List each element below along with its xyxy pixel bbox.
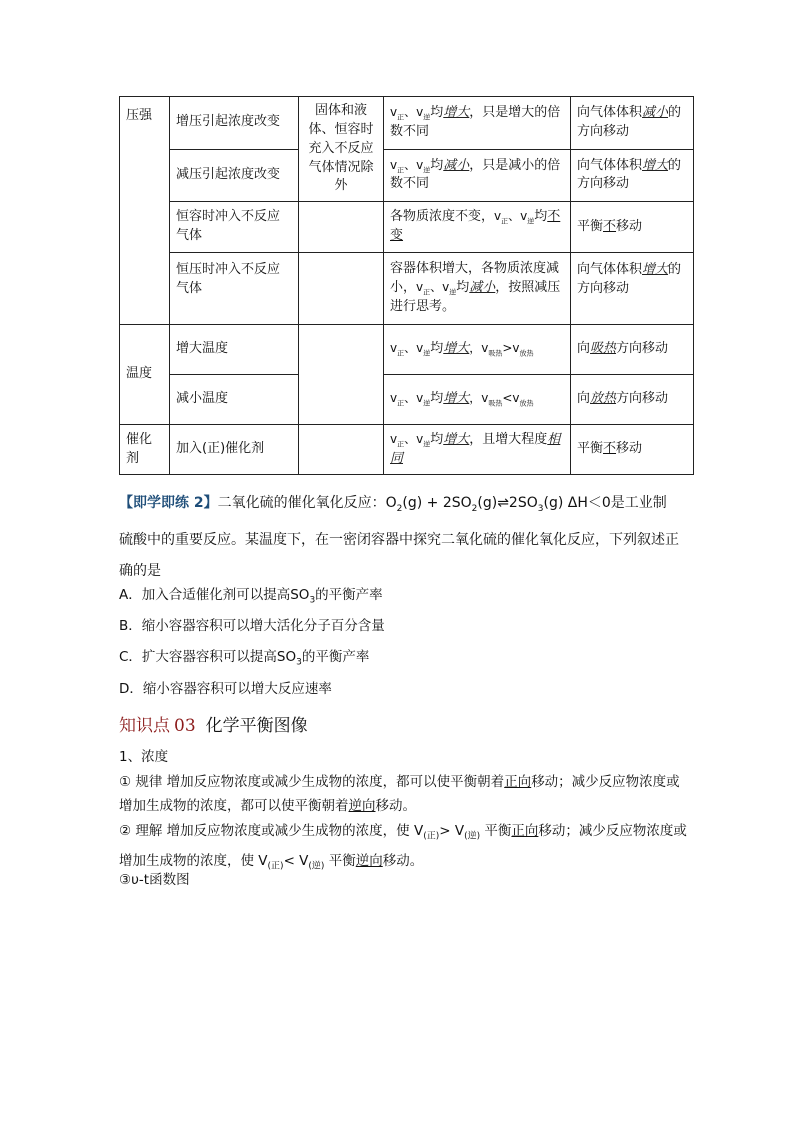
table-row bbox=[120, 325, 694, 375]
table-row bbox=[120, 97, 694, 150]
pressure-category: 压强 bbox=[120, 97, 170, 325]
option-c[interactable]: C．扩大容器容积可以提高$SO_3$的平衡产率 bbox=[119, 649, 370, 668]
condition-cell: 减小温度 bbox=[170, 375, 299, 425]
exercise-tag: 【即学即练 2】 bbox=[119, 495, 218, 511]
result-cell: 向吸热方向移动 bbox=[571, 325, 694, 375]
condition-cell: 加入(正)催化剂 bbox=[170, 425, 299, 475]
result-cell: 向气体体积增大的方向移动 bbox=[571, 253, 694, 325]
result-cell: 平衡不移动 bbox=[571, 425, 694, 475]
table-row bbox=[120, 253, 694, 325]
empty-cell bbox=[299, 202, 384, 253]
table-row bbox=[120, 202, 694, 253]
condition-cell: 增大温度 bbox=[170, 325, 299, 375]
rate-cell: $v_正$、$v_逆$均增大，$v_{吸热}<v_{放热}$ bbox=[384, 375, 571, 425]
condition-cell: 恒压时冲入不反应气体 bbox=[170, 253, 299, 325]
section-heading: 1、浓度 bbox=[119, 749, 169, 765]
temperature-category: 温度 bbox=[120, 325, 170, 425]
rate-cell: $v_正$、$v_逆$均增大，且增大程度相同 bbox=[384, 425, 571, 475]
rate-cell: 容器体积增大，各物质浓度减小，$v_正$、$v_逆$均减小，按照减压进行思考。 bbox=[384, 253, 571, 325]
empty-cell bbox=[299, 253, 384, 325]
knowledge-point-heading: 知识点 03 化学平衡图像 bbox=[119, 716, 308, 736]
catalyst-category: 催化剂 bbox=[120, 425, 170, 475]
empty-cell bbox=[299, 325, 384, 425]
exercise-stem: 【即学即练 2】二氧化硫的催化氧化反应：$O_2(g)$ + $2SO_2(g)\rightleftharpoons 2SO_3(g)$ ΔH＜0是工业制硫酸中的重要反应。某温度下，在一密闭容器中探究二氧化硫的催化氧化反应，下列叙述正确的是 bbox=[119, 495, 679, 579]
result-cell: 向气体体积减小的方向移动 bbox=[571, 97, 694, 150]
table-row bbox=[120, 149, 694, 202]
rate-cell: 各物质浓度不变，$v_正$、$v_逆$均不变 bbox=[384, 202, 571, 253]
vt-graph-heading: ③υ-t函数图 bbox=[119, 872, 190, 888]
rule-paragraph: ① 规律 增加反应物浓度或减少生成物的浓度，都可以使平衡朝着正向移动；减少反应物浓度或增加生成物的浓度，都可以使平衡朝着逆向移动。 bbox=[119, 774, 680, 814]
equilibrium-factor-table bbox=[119, 96, 694, 475]
rate-cell: $v_正$、$v_逆$均增大，$v_{吸热}>v_{放热}$ bbox=[384, 325, 571, 375]
empty-cell bbox=[299, 425, 384, 475]
exception-cell: 固体和液体、恒容时充入不反应气体情况除外 bbox=[299, 97, 384, 202]
condition-cell: 恒容时冲入不反应气体 bbox=[170, 202, 299, 253]
rate-cell: $v_正$、$v_逆$均增大，只是增大的倍数不同 bbox=[384, 97, 571, 150]
result-cell: 向放热方向移动 bbox=[571, 375, 694, 425]
option-d[interactable]: D．缩小容器容积可以增大反应速率 bbox=[119, 681, 332, 697]
table-row bbox=[120, 375, 694, 425]
option-a[interactable]: A．加入合适催化剂可以提高$SO_3$的平衡产率 bbox=[119, 587, 383, 606]
condition-cell: 减压引起浓度改变 bbox=[170, 149, 299, 202]
option-b[interactable]: B．缩小容器容积可以增大活化分子百分含量 bbox=[119, 618, 385, 634]
result-cell: 平衡不移动 bbox=[571, 202, 694, 253]
table-row bbox=[120, 425, 694, 475]
result-cell: 向气体体积增大的方向移动 bbox=[571, 149, 694, 202]
rate-cell: $v_正$、$v_逆$均减小，只是减小的倍数不同 bbox=[384, 149, 571, 202]
condition-cell: 增压引起浓度改变 bbox=[170, 97, 299, 150]
understanding-paragraph: ② 理解 增加反应物浓度或减少生成物的浓度，使 $V_{(正)}> V_{(逆)}$ 平衡正向移动；减少反应物浓度或增加生成物的浓度，使 $V_{(正)}< V_{(逆)}$ 平衡逆向移动。 bbox=[119, 823, 687, 872]
